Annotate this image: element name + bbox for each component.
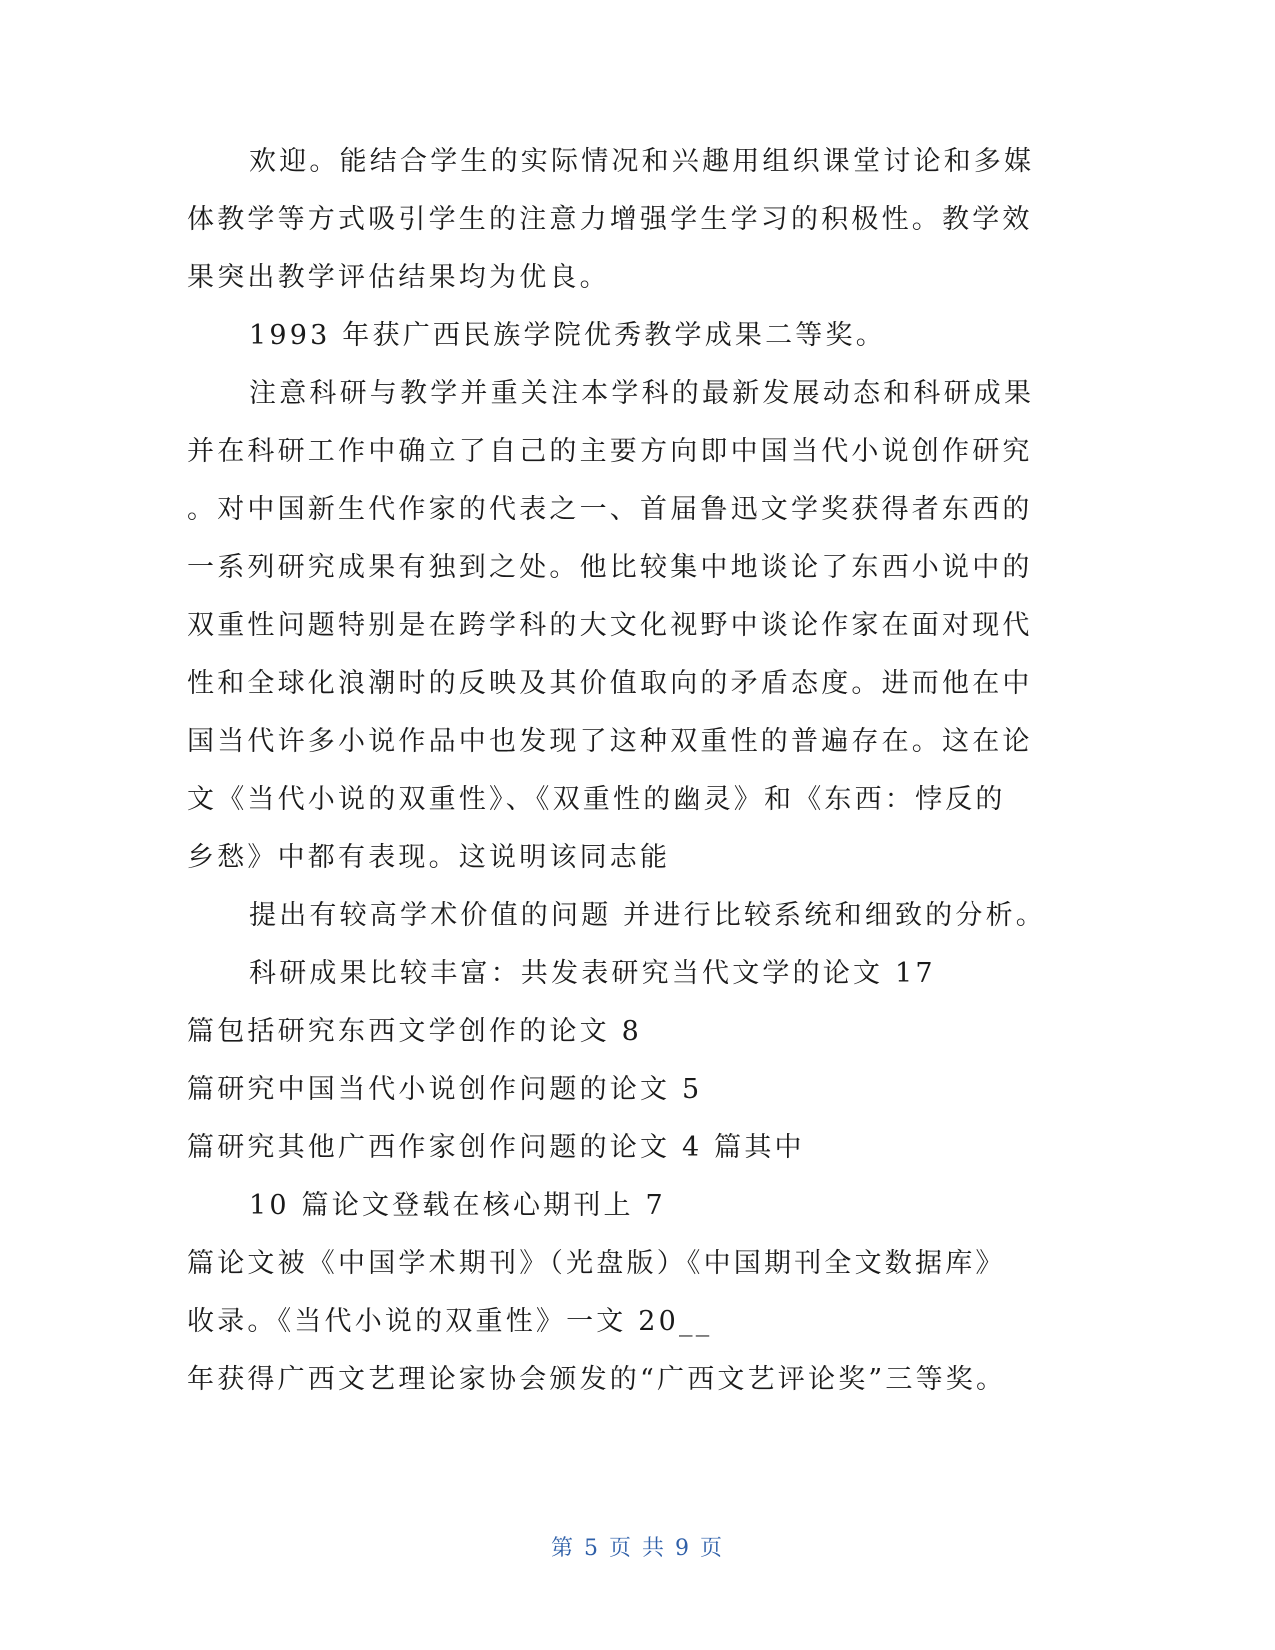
text-line: 文《当代小说的双重性》、《双重性的幽灵》和《东西：悖反的 [187, 784, 1006, 815]
text-line: 欢迎。能结合学生的实际情况和兴趣用组织课堂讨论和多媒 [249, 146, 1035, 177]
text-line: 双重性问题特别是在跨学科的大文化视野中谈论作家在面对现代 [187, 610, 1033, 641]
text-line: 乡愁》中都有表现。这说明该同志能 [187, 842, 671, 873]
text-line: 篇研究其他广西作家创作问题的论文 4 篇其中 [187, 1132, 805, 1163]
page-footer: 第 5 页 共 9 页 [551, 1536, 724, 1561]
text-line: 篇包括研究东西文学创作的论文 8 [187, 1016, 642, 1047]
text-line: 篇研究中国当代小说创作问题的论文 5 [187, 1074, 703, 1105]
text-line: 年获得广西文艺理论家协会颁发的“广西文艺评论奖”三等奖。 [187, 1364, 1007, 1395]
text-line: 注意科研与教学并重关注本学科的最新发展动态和科研成果 [249, 378, 1035, 409]
text-line: 果突出教学评估结果均为优良。 [187, 262, 610, 293]
text-line: 收录。《当代小说的双重性》一文 20__ [187, 1306, 713, 1337]
text-line: 体教学等方式吸引学生的注意力增强学生学习的积极性。教学效 [187, 204, 1033, 235]
text-line: 篇论文被《中国学术期刊》（光盘版）《中国期刊全文数据库》 [187, 1248, 1006, 1279]
text-line: 10 篇论文登载在核心期刊上 7 [249, 1190, 666, 1221]
text-line: 国当代许多小说作品中也发现了这种双重性的普遍存在。这在论 [187, 726, 1033, 757]
text-line: 并在科研工作中确立了自己的主要方向即中国当代小说创作研究 [187, 436, 1033, 467]
text-line: 一系列研究成果有独到之处。他比较集中地谈论了东西小说中的 [187, 552, 1033, 583]
text-line: 性和全球化浪潮时的反映及其价值取向的矛盾态度。进而他在中 [187, 668, 1033, 699]
text-line: 提出有较高学术价值的问题 并进行比较系统和细致的分析。 [249, 900, 1046, 931]
text-line: 科研成果比较丰富：共发表研究当代文学的论文 17 [249, 958, 936, 989]
text-line: 。对中国新生代作家的代表之一、首届鲁迅文学奖获得者东西的 [187, 494, 1033, 525]
text-line: 1993 年获广西民族学院优秀教学成果二等奖。 [249, 320, 886, 351]
